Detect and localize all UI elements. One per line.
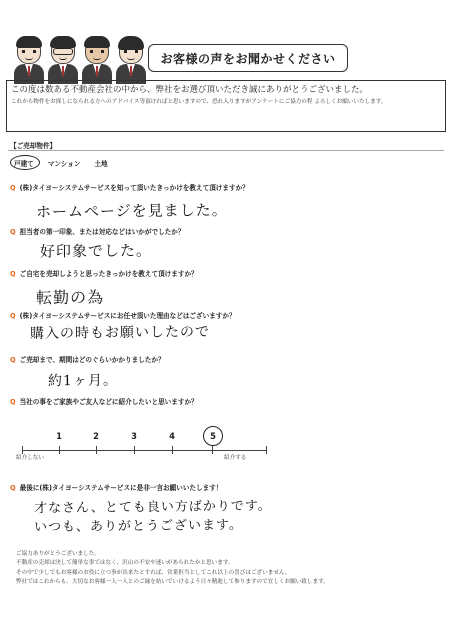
property-type-options <box>14 156 122 170</box>
rating-selected-circle <box>203 426 223 446</box>
staff-avatar <box>48 38 78 84</box>
rating-option-5[interactable]: 5 <box>210 431 216 441</box>
closing-line: ご協力ありがとうございました。 <box>16 551 100 557</box>
intro-box <box>6 80 446 132</box>
staff-avatar <box>116 38 146 84</box>
question-mark: Q <box>10 312 16 320</box>
divider <box>8 150 444 151</box>
answer-5: 約1ヶ月。 <box>47 372 119 390</box>
rating-option-4[interactable]: 4 <box>169 431 175 441</box>
question-text: 最後に(株)タイヨーシステムサービスに是非一言お願いいたします！ <box>19 484 223 492</box>
question-6 <box>10 396 198 406</box>
question-text: ご自宅を売却しようと思ったきっかけを教えて頂けますか？ <box>19 270 198 278</box>
question-text: 当社の事をご家族やご友人などに紹介したいと思いますか？ <box>19 398 198 406</box>
question-text: 担当者の第一印象、または対応などはいかがでしたか？ <box>19 228 185 236</box>
closing-line: その中で少しでもお客様のお役に立つ事が出来たとすれば、営業担当としてこれ以上の喜びはございません。 <box>16 569 291 576</box>
question-mark: Q <box>10 356 16 364</box>
question-mark: Q <box>10 184 16 192</box>
staff-avatar <box>82 38 112 84</box>
question-mark: Q <box>10 484 16 492</box>
intro-body: これから物件をお探しになられる方へのアドバイス等頂ければと思いますので、恐れ入りますがアンケートにご協力の程 よろしくお願いいたします。 <box>11 99 387 105</box>
scale-tick <box>172 446 173 454</box>
intro-lead: この度は数ある不動産会社の中から、弊社をお選び頂いただき誠にありがとうございました。 <box>11 85 369 95</box>
closing-line: 弊社ではこれからも、大切なお客様一人一人とのご縁を紡いでいけるよう日々精進して参りますので宜しくお願い致します。 <box>16 579 329 586</box>
question-mark: Q <box>10 398 16 406</box>
rating-option-3[interactable]: 3 <box>131 431 137 441</box>
property-type-house[interactable]: 戸建て <box>14 160 34 168</box>
question-2 <box>10 226 184 236</box>
staff-illustration <box>14 38 148 86</box>
scale-tick <box>212 446 213 454</box>
final-question <box>10 482 222 492</box>
question-5 <box>10 354 165 364</box>
question-text: (株)タイヨーシステムサービスを知って頂いたきっかけを教えて頂けますか？ <box>19 184 249 192</box>
final-answer-line-2: いつも、ありがとうございます。 <box>33 517 244 536</box>
scale-tick <box>134 446 135 454</box>
scale-label-right: 紹介する <box>224 455 247 461</box>
survey-title: お客様の声をお聞かせください <box>160 51 336 66</box>
rating-option-1[interactable]: 1 <box>56 431 62 441</box>
question-mark: Q <box>10 270 16 278</box>
answer-4: 購入の時もお願いしたので <box>29 324 211 342</box>
answer-3: 転勤の為 <box>35 287 105 308</box>
question-4 <box>10 310 236 320</box>
answer-1: ホームページを見ました。 <box>35 200 228 222</box>
closing-message <box>16 550 444 588</box>
question-mark: Q <box>10 228 16 236</box>
rating-option-2[interactable]: 2 <box>93 431 99 441</box>
answer-2: 好印象でした。 <box>39 241 153 261</box>
scale-tick <box>59 446 60 454</box>
question-3 <box>10 268 198 278</box>
staff-avatar <box>14 38 44 84</box>
survey-title-box <box>148 44 348 72</box>
scale-label-left: 紹介しない <box>16 455 44 461</box>
property-section-title: 【ご売却物件】 <box>10 142 57 150</box>
question-text: ご売却まで、期間はどのぐらいかかりましたか？ <box>19 356 165 364</box>
question-1 <box>10 182 249 192</box>
scale-tick <box>266 446 267 454</box>
recommend-rating-scale <box>14 430 274 470</box>
closing-line: 不動産の売却は決して簡単な事ではなく、沢山の不安や迷いがあられたかと思います。 <box>16 560 234 567</box>
question-text: (株)タイヨーシステムサービスにお任せ頂いた理由などはございますか？ <box>19 312 236 320</box>
property-type-land[interactable]: 土地 <box>94 160 108 168</box>
final-answer-line-1: 才なさん、とても良い方ばかりです。 <box>33 498 272 517</box>
scale-tick <box>96 446 97 454</box>
property-type-condo[interactable]: マンション <box>47 160 81 168</box>
